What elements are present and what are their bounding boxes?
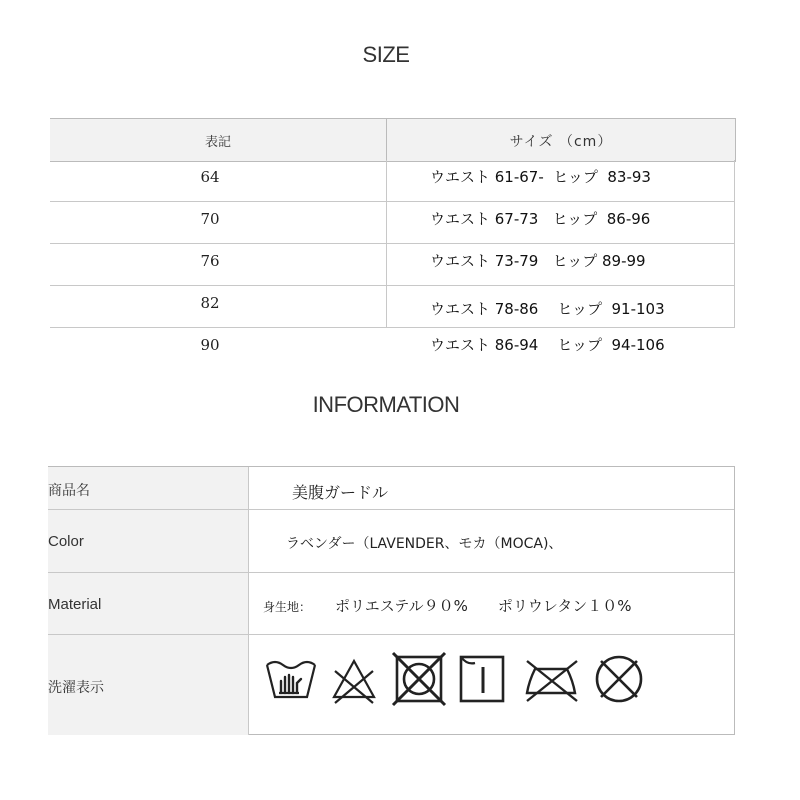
size-table-header <box>50 118 736 162</box>
size-code-header: 表記 <box>204 135 231 150</box>
table-row <box>48 635 734 735</box>
table-row <box>48 467 734 510</box>
info-label-color: Color <box>48 533 84 550</box>
info-label-care: 洗濯表示 <box>48 680 104 696</box>
size-code: 82 <box>200 294 220 312</box>
size-code: 90 <box>200 336 220 354</box>
info-label-product-name: 商品名 <box>48 483 90 499</box>
table-row <box>50 286 735 328</box>
table-row <box>50 244 735 286</box>
info-value-product-name: 美腹ガードル <box>292 483 389 502</box>
table-row <box>48 510 734 573</box>
table-row <box>50 328 735 370</box>
size-code: 76 <box>200 252 220 270</box>
information-table <box>48 466 735 735</box>
size-code: 70 <box>200 210 220 228</box>
no-dry-clean-icon <box>591 651 647 707</box>
no-bleach-icon <box>329 651 379 707</box>
hand-wash-icon <box>263 651 319 707</box>
no-iron-icon <box>521 651 581 707</box>
size-measure: ウエスト 86-94 ヒップ 94-106 <box>430 336 665 354</box>
size-measure: ウエスト 61-67- ヒップ 83-93 <box>430 168 651 186</box>
info-value-material-prefix: 身生地： <box>263 600 312 614</box>
size-measure: ウエスト 78-86 ヒップ 91-103 <box>430 300 665 318</box>
size-measure-header: サイズ （cm） <box>509 134 613 150</box>
info-value-material: ポリエステル９０% ポリウレタン１０% <box>335 597 632 615</box>
size-code: 64 <box>200 168 220 186</box>
line-dry-icon <box>457 651 507 707</box>
info-value-color: ラベンダー（LAVENDER、モカ（MOCA)、 <box>286 536 563 552</box>
table-row <box>50 160 735 202</box>
table-row <box>48 573 734 635</box>
size-measure: ウエスト 73-79 ヒップ 89-99 <box>430 252 646 270</box>
table-row <box>50 202 735 244</box>
size-measure: ウエスト 67-73 ヒップ 86-96 <box>430 210 651 228</box>
information-title: INFORMATION <box>312 392 460 417</box>
size-title: SIZE <box>362 42 410 67</box>
info-label-material: Material <box>48 596 102 613</box>
no-tumble-dry-icon <box>391 651 447 707</box>
